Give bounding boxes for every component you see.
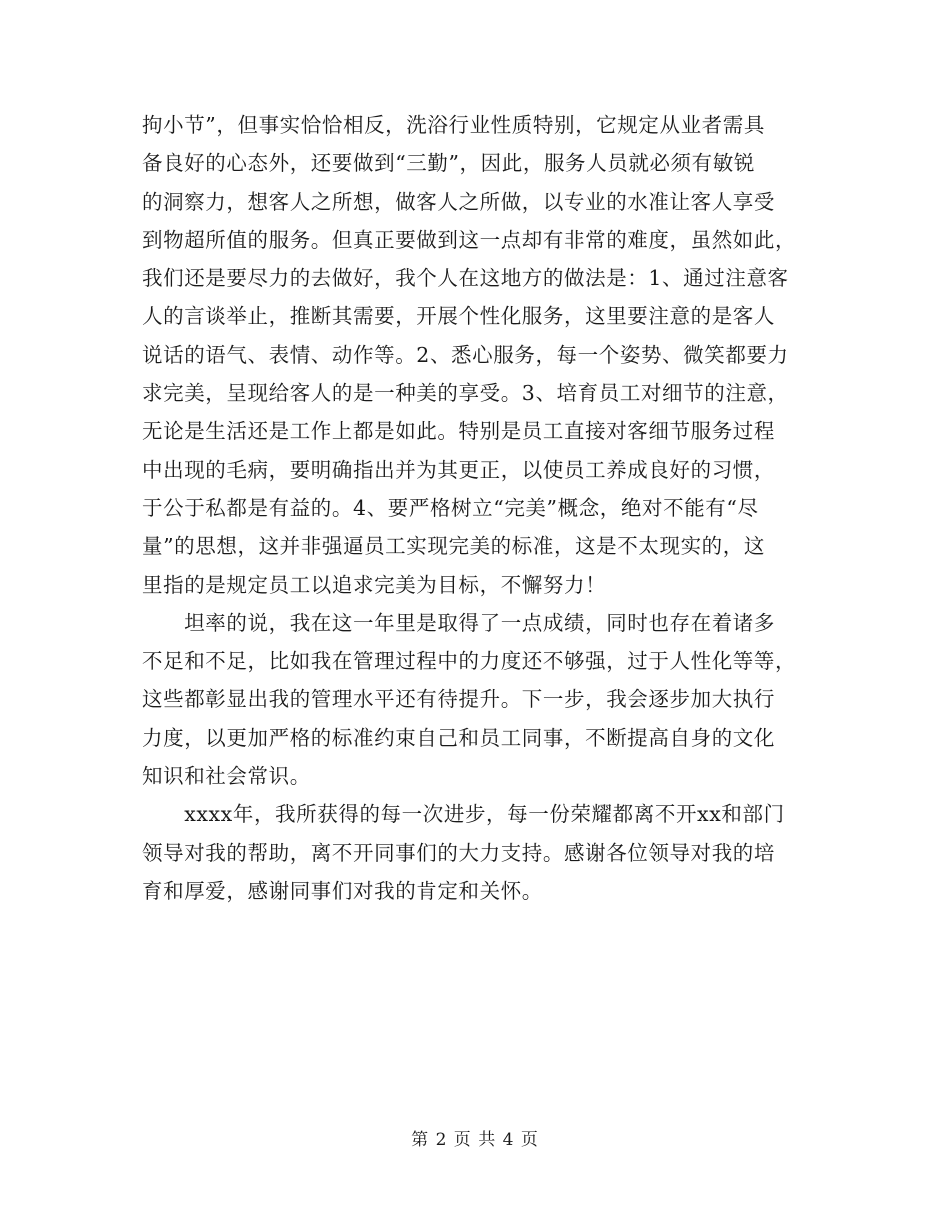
text-line: 拘小节”，但事实恰恰相反，洗浴行业性质特别，它规定从业者需具 — [142, 113, 765, 137]
text-line: 的洞察力，想客人之所想，做客人之所做，以专业的水准让客人享受 — [142, 189, 775, 214]
text-line: 人的言谈举止，推断其需要，开展个性化服务，这里要注意的是客人 — [142, 304, 775, 329]
text-line: 中出现的毛病，要明确指出并为其更正，以使员工养成良好的习惯， — [142, 457, 775, 482]
text-line: 量”的思想，这并非强逼员工实现完美的标准，这是不太现实的，这 — [142, 534, 765, 559]
text-line: 求完美，呈现给客人的是一种美的享受。3、培育员工对细节的注意， — [142, 381, 789, 406]
text-line: 我们还是要尽力的去做好，我个人在这地方的做法是：1、通过注意客 — [142, 266, 789, 291]
text-line: 这些都彰显出我的管理水平还有待提升。下一步，我会逐步加大执行 — [142, 687, 775, 712]
text-line: 力度，以更加严格的标准约束自己和员工同事，不断提高自身的文化 — [142, 725, 775, 750]
text-line: 里指的是规定员工以追求完美为目标，不懈努力！ — [142, 572, 607, 597]
text-line: 坦率的说，我在这一年里是取得了一点成绩，同时也存在着诸多 — [142, 610, 775, 635]
text-line: 育和厚爱，感谢同事们对我的肯定和关怀。 — [142, 878, 543, 903]
text-line: 到物超所值的服务。但真正要做到这一点却有非常的难度，虽然如此， — [142, 227, 797, 252]
text-line: xxxx年，我所获得的每一次进步，每一份荣耀都离不开xx和部门 — [142, 802, 785, 827]
text-line: 说话的语气、表情、动作等。2、悉心服务，每一个姿势、微笑都要力 — [142, 342, 789, 367]
text-line: 于公于私都是有益的。4、要严格树立“完美”概念，绝对不能有“尽 — [142, 495, 759, 520]
text-line: 备良好的心态外，还要做到“三勤”，因此，服务人员就必须有敏锐 — [142, 151, 755, 176]
text-line: 不足和不足，比如我在管理过程中的力度还不够强，过于人性化等等， — [142, 649, 797, 674]
text-line: 无论是生活还是工作上都是如此。特别是员工直接对客细节服务过程 — [142, 419, 775, 444]
document-body — [142, 106, 812, 910]
text-line: 知识和社会常识。 — [142, 764, 311, 789]
page-number-footer: 第 2 页 共 4 页 — [411, 1130, 539, 1150]
text-line: 领导对我的帮助，离不开同事们的大力支持。感谢各位领导对我的培 — [142, 840, 775, 865]
